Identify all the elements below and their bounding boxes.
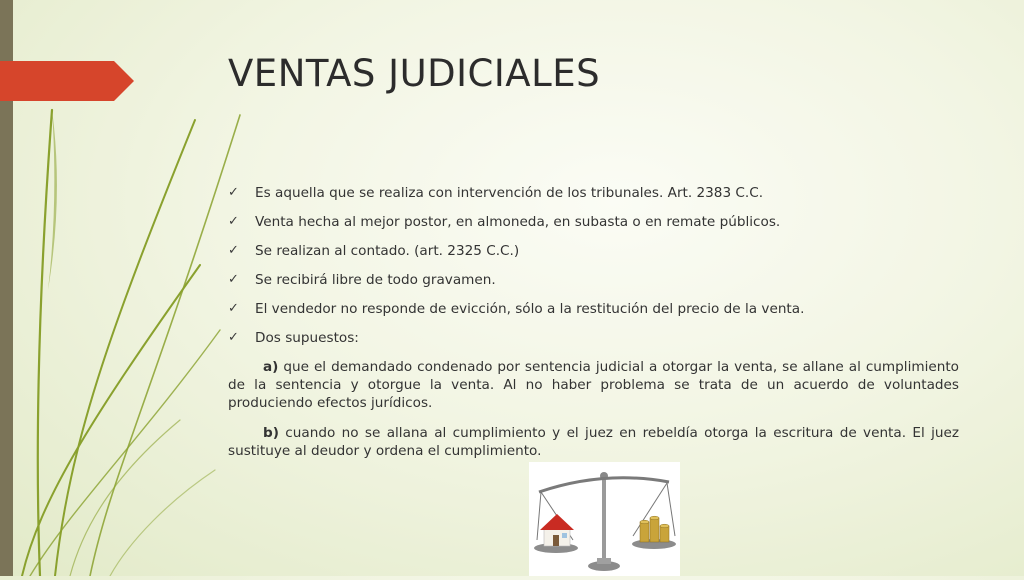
title-accent-tab <box>0 61 134 101</box>
bullet-text: El vendedor no responde de evicción, sólo a la restitución del precio de la venta. <box>255 301 805 317</box>
checkmark-icon: ✓ <box>228 301 239 316</box>
bullet-item <box>228 213 960 231</box>
bullet-text: Se recibirá libre de todo gravamen. <box>255 272 496 288</box>
bullet-item <box>228 271 960 289</box>
case-b-marker: b) <box>263 425 279 441</box>
paragraph-case-a <box>228 358 959 412</box>
case-a-text: que el demandado condenado por sentencia judicial a otorgar la venta, se allane al cumplimiento de la sentencia y otorgue la venta. Al no haber problema se trata de un acuerdo de voluntades produciendo efectos jurídicos. <box>228 359 959 411</box>
paragraph-case-b <box>228 424 959 460</box>
bullet-item <box>228 242 960 260</box>
bullet-item <box>228 329 960 347</box>
bullet-text: Dos supuestos: <box>255 330 359 346</box>
checkmark-icon: ✓ <box>228 185 239 200</box>
bullet-text: Se realizan al contado. (art. 2325 C.C.) <box>255 243 520 259</box>
checkmark-icon: ✓ <box>228 272 239 287</box>
case-a-marker: a) <box>263 359 279 375</box>
slide-title: VENTAS JUDICIALES <box>228 52 601 95</box>
bullet-item <box>228 300 960 318</box>
checkmark-icon: ✓ <box>228 330 239 345</box>
checkmark-icon: ✓ <box>228 243 239 258</box>
case-b-text: cuando no se allana al cumplimiento y el juez en rebeldía otorga la escritura de venta. El juez sustituye al deudor y ordena el cumplimiento. <box>228 425 959 459</box>
checkmark-icon: ✓ <box>228 214 239 229</box>
bullet-text: Es aquella que se realiza con intervención de los tribunales. Art. 2383 C.C. <box>255 185 764 201</box>
balance-scale-house-coins-icon <box>529 462 680 576</box>
bullet-text: Venta hecha al mejor postor, en almoneda, en subasta o en remate públicos. <box>255 214 781 230</box>
bullet-list <box>228 184 960 358</box>
bullet-item <box>228 184 960 202</box>
